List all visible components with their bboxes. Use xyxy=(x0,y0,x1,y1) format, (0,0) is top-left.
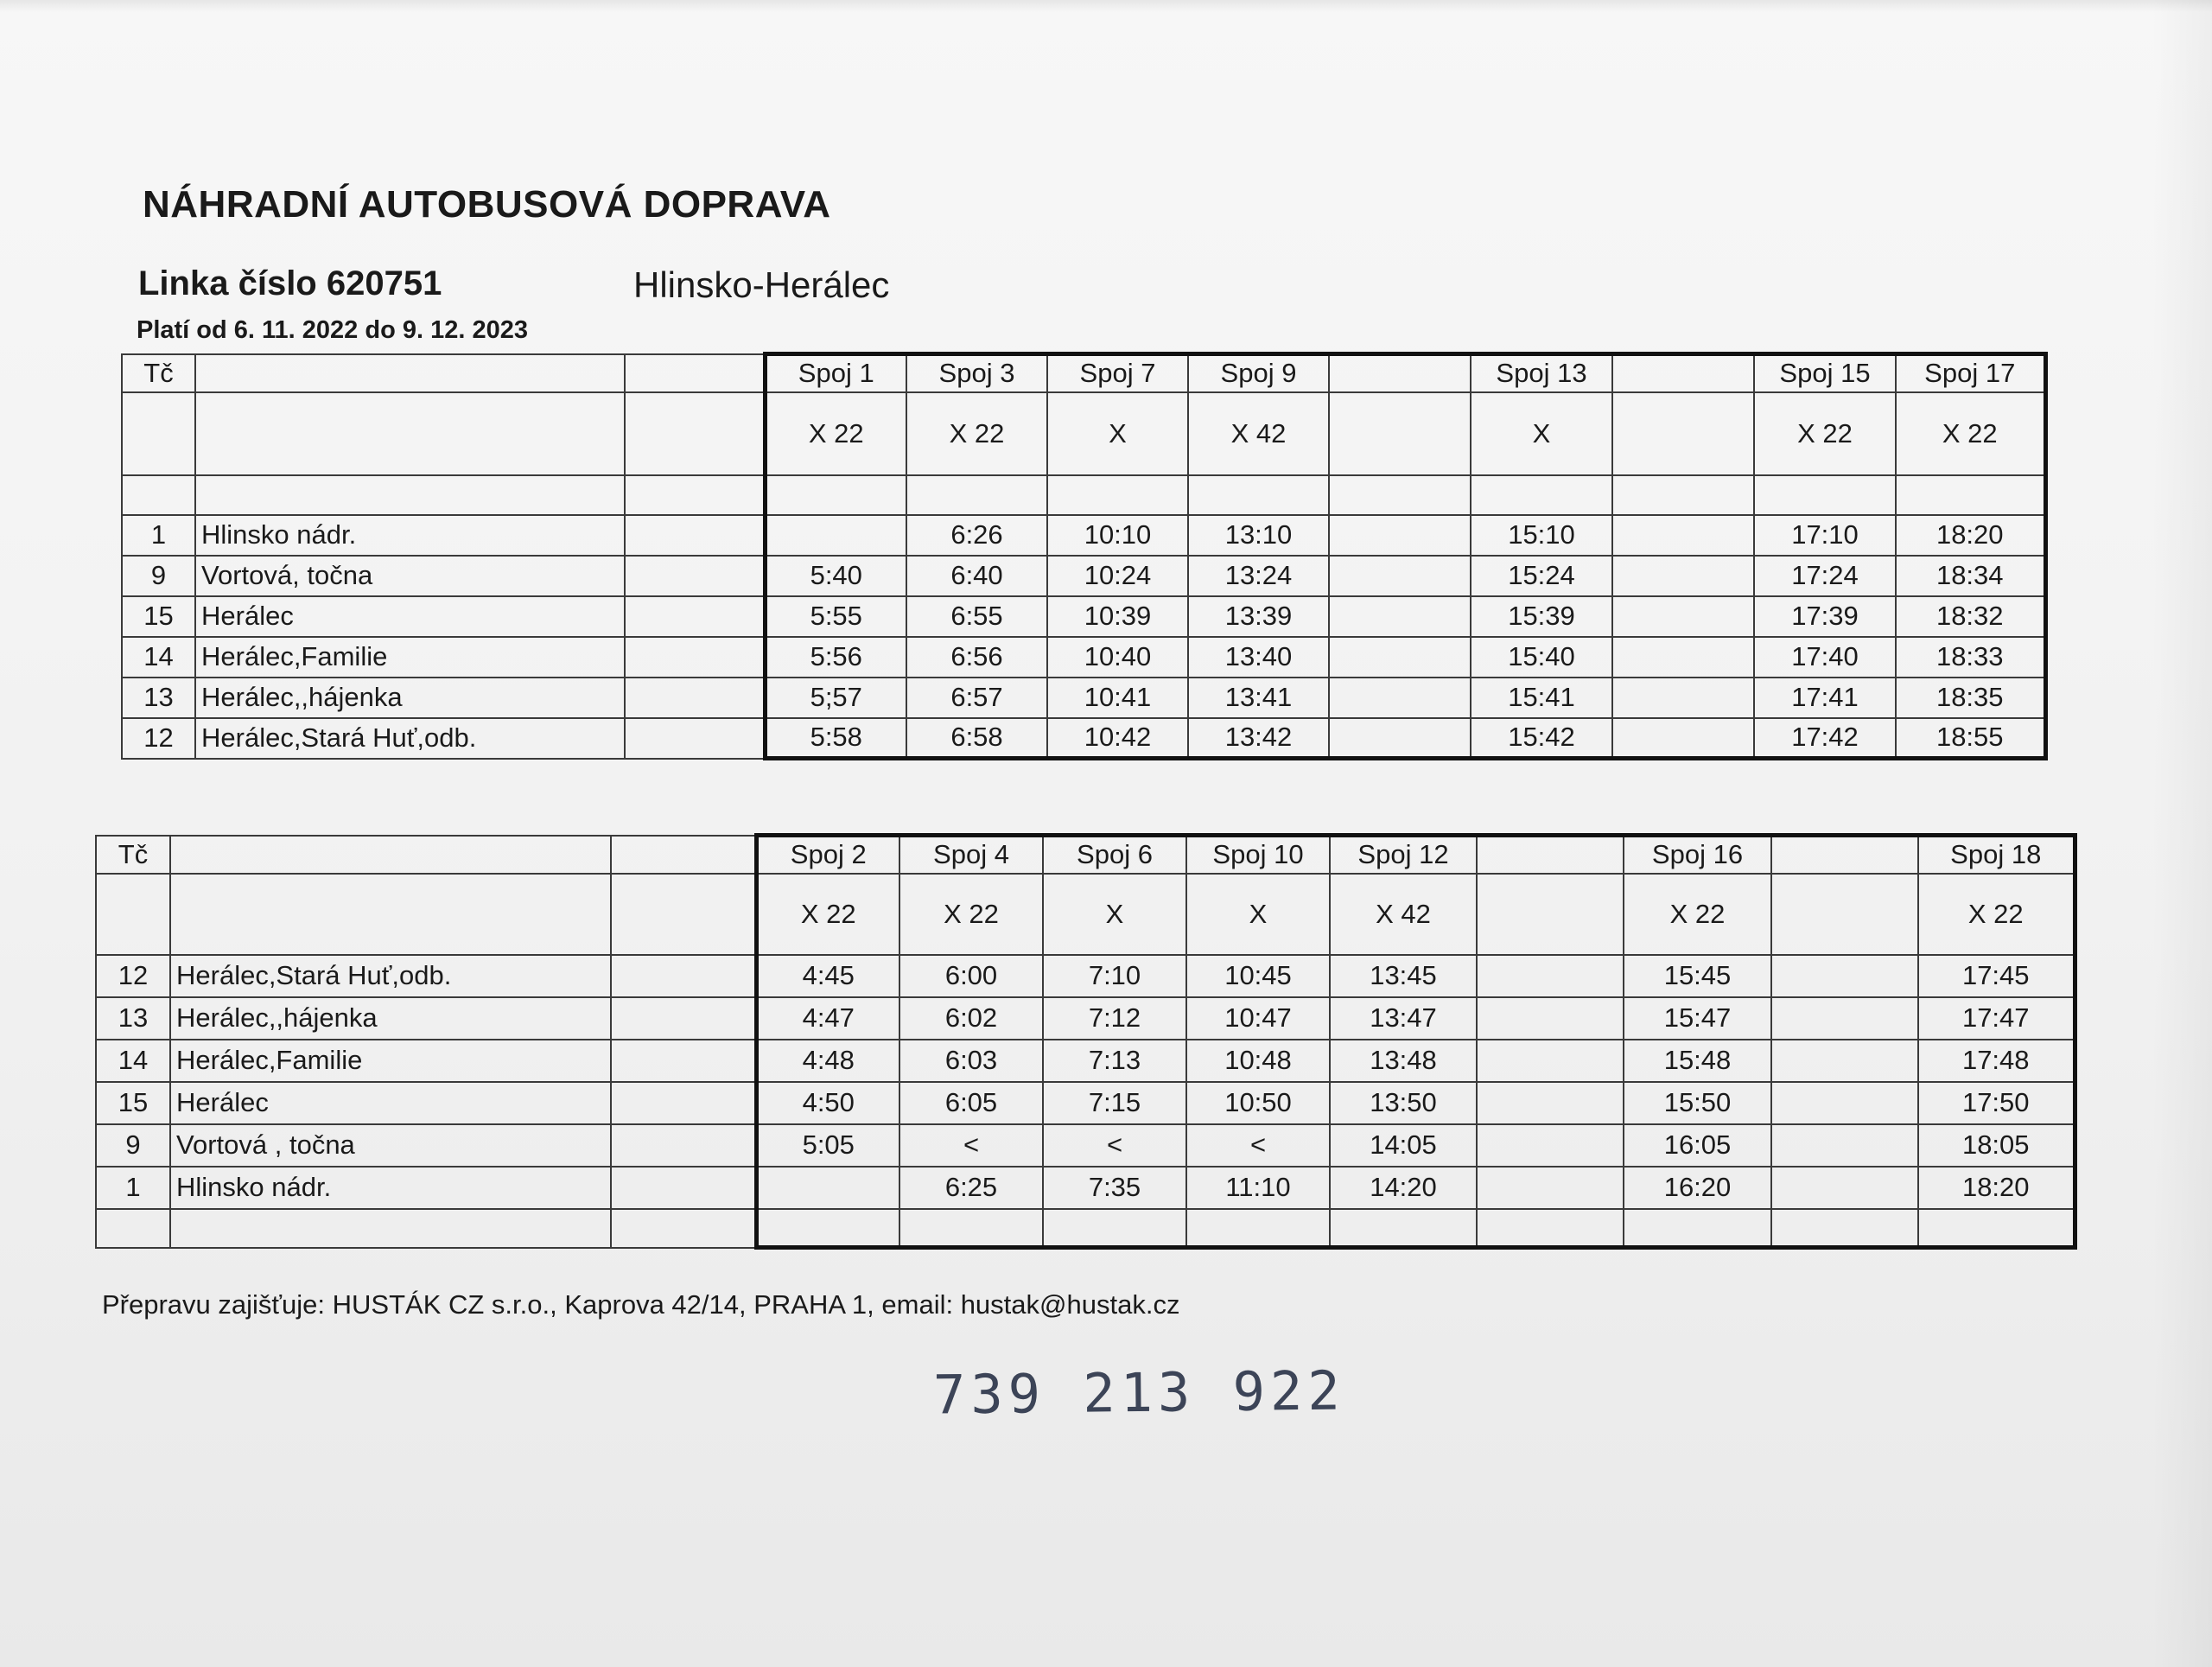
spacer-cell xyxy=(625,392,765,475)
trip-code: X 42 xyxy=(1188,392,1329,475)
departure-time: 17:39 xyxy=(1754,596,1896,637)
trip-header xyxy=(1612,354,1754,392)
stop-name: Herálec,Stará Huť,odb. xyxy=(170,955,611,997)
departure-time: 10:10 xyxy=(1047,515,1188,556)
departure-time: 17:41 xyxy=(1754,678,1896,718)
spacer-cell xyxy=(625,596,765,637)
departure-time: 10:45 xyxy=(1186,955,1330,997)
departure-time: 18:32 xyxy=(1896,596,2045,637)
departure-time: 15:50 xyxy=(1624,1082,1771,1124)
tc-number: 14 xyxy=(96,1040,170,1082)
departure-time xyxy=(1477,955,1624,997)
departure-time: 17:47 xyxy=(1918,997,2075,1040)
departure-time: 15:24 xyxy=(1471,556,1612,596)
trip-code: X xyxy=(1471,392,1612,475)
departure-time: 15:45 xyxy=(1624,955,1771,997)
departure-time: 7:13 xyxy=(1043,1040,1186,1082)
table-row xyxy=(96,1040,2075,1082)
departure-time: 10:24 xyxy=(1047,556,1188,596)
table-row xyxy=(122,678,2045,718)
empty-cell xyxy=(899,1209,1043,1248)
departure-time xyxy=(1612,678,1754,718)
spacer-cell xyxy=(611,836,756,874)
departure-time: 15:40 xyxy=(1471,637,1612,678)
departure-time xyxy=(1329,556,1471,596)
departure-time: 17:42 xyxy=(1754,718,1896,759)
departure-time xyxy=(1771,1040,1918,1082)
tc-number: 1 xyxy=(96,1167,170,1209)
departure-time: 18:35 xyxy=(1896,678,2045,718)
trip-code: X xyxy=(1186,874,1330,955)
departure-time: 18:20 xyxy=(1918,1167,2075,1209)
departure-time: < xyxy=(899,1124,1043,1167)
departure-time: 10:47 xyxy=(1186,997,1330,1040)
departure-time xyxy=(1329,678,1471,718)
tc-number: 15 xyxy=(96,1082,170,1124)
stop-name: Herálec,,hájenka xyxy=(195,678,625,718)
trip-header: Spoj 15 xyxy=(1754,354,1896,392)
tc-cell xyxy=(122,392,195,475)
tc-header: Tč xyxy=(96,836,170,874)
trip-header: Spoj 4 xyxy=(899,836,1043,874)
departure-time xyxy=(1329,637,1471,678)
departure-time: 13:40 xyxy=(1188,637,1329,678)
departure-time xyxy=(1329,718,1471,759)
spacer-cell xyxy=(611,1167,756,1209)
departure-time xyxy=(756,1167,899,1209)
trip-header: Spoj 10 xyxy=(1186,836,1330,874)
stop-header xyxy=(170,836,611,874)
trip-code: X 22 xyxy=(906,392,1047,475)
blank-row xyxy=(96,1209,2075,1248)
header-row xyxy=(96,836,2075,874)
departure-time: 15:39 xyxy=(1471,596,1612,637)
departure-time: 10:40 xyxy=(1047,637,1188,678)
stop-cell xyxy=(170,1209,611,1248)
empty-cell xyxy=(1477,1209,1624,1248)
departure-time: 6:40 xyxy=(906,556,1047,596)
departure-time: 5;57 xyxy=(765,678,906,718)
departure-time: 17:10 xyxy=(1754,515,1896,556)
trip-header: Spoj 12 xyxy=(1330,836,1477,874)
stop-name: Vortová, točna xyxy=(195,556,625,596)
departure-time: 13:50 xyxy=(1330,1082,1477,1124)
table-row xyxy=(96,997,2075,1040)
spacer-cell xyxy=(611,1040,756,1082)
trip-code xyxy=(1329,392,1471,475)
route-name: Hlinsko-Herálec xyxy=(633,264,890,305)
spacer-cell xyxy=(625,678,765,718)
departure-time: 6:02 xyxy=(899,997,1043,1040)
departure-time: 18:20 xyxy=(1896,515,2045,556)
spacer-cell xyxy=(611,1082,756,1124)
departure-time: 18:05 xyxy=(1918,1124,2075,1167)
table-row xyxy=(122,718,2045,759)
table-row xyxy=(122,596,2045,637)
stop-name: Herálec,Familie xyxy=(195,637,625,678)
departure-time: 15:42 xyxy=(1471,718,1612,759)
empty-cell xyxy=(1043,1209,1186,1248)
tc-cell xyxy=(122,475,195,515)
trip-header: Spoj 16 xyxy=(1624,836,1771,874)
departure-time: 6:03 xyxy=(899,1040,1043,1082)
departure-time xyxy=(1612,637,1754,678)
empty-cell xyxy=(1186,1209,1330,1248)
departure-time xyxy=(1477,1124,1624,1167)
tc-cell xyxy=(96,874,170,955)
trip-code xyxy=(1612,392,1754,475)
spacer-cell xyxy=(625,556,765,596)
trip-header xyxy=(1329,354,1471,392)
trip-code: X 42 xyxy=(1330,874,1477,955)
departure-time: 6:57 xyxy=(906,678,1047,718)
empty-cell xyxy=(1771,1209,1918,1248)
trip-header: Spoj 7 xyxy=(1047,354,1188,392)
departure-time: 18:55 xyxy=(1896,718,2045,759)
departure-time: 13:47 xyxy=(1330,997,1477,1040)
trip-header: Spoj 13 xyxy=(1471,354,1612,392)
empty-cell xyxy=(1624,1209,1771,1248)
tc-header: Tč xyxy=(122,354,195,392)
departure-time: 15:47 xyxy=(1624,997,1771,1040)
departure-time: 7:12 xyxy=(1043,997,1186,1040)
spacer-cell xyxy=(611,874,756,955)
spacer-cell xyxy=(611,997,756,1040)
departure-time: 5:58 xyxy=(765,718,906,759)
timetable-outbound xyxy=(121,352,2048,760)
trip-code: X 22 xyxy=(1918,874,2075,955)
departure-time: 15:10 xyxy=(1471,515,1612,556)
stop-name: Herálec,Familie xyxy=(170,1040,611,1082)
departure-time: 13:10 xyxy=(1188,515,1329,556)
line-number: Linka číslo 620751 xyxy=(138,264,442,302)
tc-number: 12 xyxy=(96,955,170,997)
paper-shadow xyxy=(2152,0,2212,1667)
code-row xyxy=(122,392,2045,475)
departure-time: 13:45 xyxy=(1330,955,1477,997)
departure-time xyxy=(1612,596,1754,637)
departure-time: 10:42 xyxy=(1047,718,1188,759)
stop-cell xyxy=(195,392,625,475)
departure-time: 13:42 xyxy=(1188,718,1329,759)
table-row xyxy=(96,1167,2075,1209)
departure-time: 7:15 xyxy=(1043,1082,1186,1124)
table-row xyxy=(96,955,2075,997)
departure-time xyxy=(1329,596,1471,637)
departure-time: 6:55 xyxy=(906,596,1047,637)
empty-cell xyxy=(1471,475,1612,515)
departure-time: 18:34 xyxy=(1896,556,2045,596)
departure-time: 4:45 xyxy=(756,955,899,997)
departure-time: 5:56 xyxy=(765,637,906,678)
departure-time: 5:55 xyxy=(765,596,906,637)
empty-cell xyxy=(756,1209,899,1248)
code-row xyxy=(96,874,2075,955)
tc-number: 13 xyxy=(96,997,170,1040)
departure-time: 6:25 xyxy=(899,1167,1043,1209)
departure-time: 6:00 xyxy=(899,955,1043,997)
empty-cell xyxy=(1754,475,1896,515)
departure-time: 14:20 xyxy=(1330,1167,1477,1209)
departure-time xyxy=(1477,997,1624,1040)
departure-time: 4:47 xyxy=(756,997,899,1040)
blank-row xyxy=(122,475,2045,515)
departure-time xyxy=(765,515,906,556)
departure-time: 11:10 xyxy=(1186,1167,1330,1209)
departure-time: 7:35 xyxy=(1043,1167,1186,1209)
spacer-cell xyxy=(625,637,765,678)
empty-cell xyxy=(1047,475,1188,515)
departure-time: 16:20 xyxy=(1624,1167,1771,1209)
departure-time xyxy=(1612,556,1754,596)
departure-time: 5:40 xyxy=(765,556,906,596)
departure-time: 18:33 xyxy=(1896,637,2045,678)
departure-time xyxy=(1329,515,1471,556)
handwritten-phone-number: 739 213 922 xyxy=(932,1358,1345,1427)
empty-cell xyxy=(1330,1209,1477,1248)
stop-cell xyxy=(170,874,611,955)
stop-name: Herálec,Stará Huť,odb. xyxy=(195,718,625,759)
departure-time: 16:05 xyxy=(1624,1124,1771,1167)
tc-number: 13 xyxy=(122,678,195,718)
trip-code xyxy=(1477,874,1624,955)
tc-number: 14 xyxy=(122,637,195,678)
tc-number: 9 xyxy=(122,556,195,596)
spacer-cell xyxy=(611,1209,756,1248)
departure-time xyxy=(1771,1082,1918,1124)
departure-time: 15:41 xyxy=(1471,678,1612,718)
empty-cell xyxy=(1918,1209,2075,1248)
timetable-return xyxy=(95,833,2077,1250)
departure-time: 17:48 xyxy=(1918,1040,2075,1082)
departure-time xyxy=(1771,1124,1918,1167)
empty-cell xyxy=(765,475,906,515)
table-row xyxy=(96,1082,2075,1124)
empty-cell xyxy=(1329,475,1471,515)
trip-code: X 22 xyxy=(1754,392,1896,475)
header-row xyxy=(122,354,2045,392)
spacer-cell xyxy=(625,475,765,515)
table-row xyxy=(122,515,2045,556)
departure-time xyxy=(1612,515,1754,556)
departure-time: 10:41 xyxy=(1047,678,1188,718)
departure-time xyxy=(1477,1082,1624,1124)
paper-top-edge xyxy=(0,0,2212,12)
departure-time: 10:50 xyxy=(1186,1082,1330,1124)
spacer-cell xyxy=(625,354,765,392)
empty-cell xyxy=(906,475,1047,515)
departure-time: 6:58 xyxy=(906,718,1047,759)
tc-number: 1 xyxy=(122,515,195,556)
trip-header: Spoj 18 xyxy=(1918,836,2075,874)
trip-header: Spoj 1 xyxy=(765,354,906,392)
departure-time xyxy=(1771,997,1918,1040)
departure-time: < xyxy=(1043,1124,1186,1167)
trip-code: X 22 xyxy=(765,392,906,475)
trip-code: X 22 xyxy=(1896,392,2045,475)
departure-time xyxy=(1477,1040,1624,1082)
validity-period: Platí od 6. 11. 2022 do 9. 12. 2023 xyxy=(137,316,528,344)
spacer-cell xyxy=(611,955,756,997)
trip-header: Spoj 3 xyxy=(906,354,1047,392)
departure-time: 10:39 xyxy=(1047,596,1188,637)
departure-time: 10:48 xyxy=(1186,1040,1330,1082)
trip-header: Spoj 17 xyxy=(1896,354,2045,392)
departure-time: 7:10 xyxy=(1043,955,1186,997)
departure-time: 13:39 xyxy=(1188,596,1329,637)
departure-time: 17:50 xyxy=(1918,1082,2075,1124)
departure-time xyxy=(1477,1167,1624,1209)
departure-time: 14:05 xyxy=(1330,1124,1477,1167)
empty-cell xyxy=(1612,475,1754,515)
empty-cell xyxy=(1896,475,2045,515)
spacer-cell xyxy=(611,1124,756,1167)
tc-number: 15 xyxy=(122,596,195,637)
trip-header: Spoj 9 xyxy=(1188,354,1329,392)
tc-number: 12 xyxy=(122,718,195,759)
trip-code: X 22 xyxy=(756,874,899,955)
departure-time xyxy=(1771,1167,1918,1209)
stop-name: Vortová , točna xyxy=(170,1124,611,1167)
trip-code: X xyxy=(1043,874,1186,955)
stop-cell xyxy=(195,475,625,515)
departure-time: 4:48 xyxy=(756,1040,899,1082)
table-row xyxy=(96,1124,2075,1167)
departure-time: 17:40 xyxy=(1754,637,1896,678)
trip-header xyxy=(1477,836,1624,874)
carrier-info: Přepravu zajišťuje: HUSTÁK CZ s.r.o., Kaprova 42/14, PRAHA 1, email: hustak@hustak.cz xyxy=(102,1289,1180,1320)
departure-time: 4:50 xyxy=(756,1082,899,1124)
departure-time: 6:56 xyxy=(906,637,1047,678)
stop-name: Herálec,,hájenka xyxy=(170,997,611,1040)
departure-time: 6:05 xyxy=(899,1082,1043,1124)
table-row xyxy=(122,556,2045,596)
spacer-cell xyxy=(625,718,765,759)
trip-header: Spoj 2 xyxy=(756,836,899,874)
trip-code xyxy=(1771,874,1918,955)
trip-code: X xyxy=(1047,392,1188,475)
table-row xyxy=(122,637,2045,678)
departure-time: 17:24 xyxy=(1754,556,1896,596)
stop-header xyxy=(195,354,625,392)
departure-time: 13:48 xyxy=(1330,1040,1477,1082)
stop-name: Herálec xyxy=(195,596,625,637)
tc-cell xyxy=(96,1209,170,1248)
departure-time: 17:45 xyxy=(1918,955,2075,997)
trip-code: X 22 xyxy=(1624,874,1771,955)
departure-time: 5:05 xyxy=(756,1124,899,1167)
trip-header: Spoj 6 xyxy=(1043,836,1186,874)
trip-code: X 22 xyxy=(899,874,1043,955)
empty-cell xyxy=(1188,475,1329,515)
trip-header xyxy=(1771,836,1918,874)
stop-name: Hlinsko nádr. xyxy=(195,515,625,556)
departure-time: 15:48 xyxy=(1624,1040,1771,1082)
page-title: NÁHRADNÍ AUTOBUSOVÁ DOPRAVA xyxy=(143,183,831,226)
tc-number: 9 xyxy=(96,1124,170,1167)
departure-time: 13:41 xyxy=(1188,678,1329,718)
spacer-cell xyxy=(625,515,765,556)
stop-name: Hlinsko nádr. xyxy=(170,1167,611,1209)
departure-time: < xyxy=(1186,1124,1330,1167)
departure-time xyxy=(1771,955,1918,997)
stop-name: Herálec xyxy=(170,1082,611,1124)
departure-time xyxy=(1612,718,1754,759)
departure-time: 6:26 xyxy=(906,515,1047,556)
departure-time: 13:24 xyxy=(1188,556,1329,596)
